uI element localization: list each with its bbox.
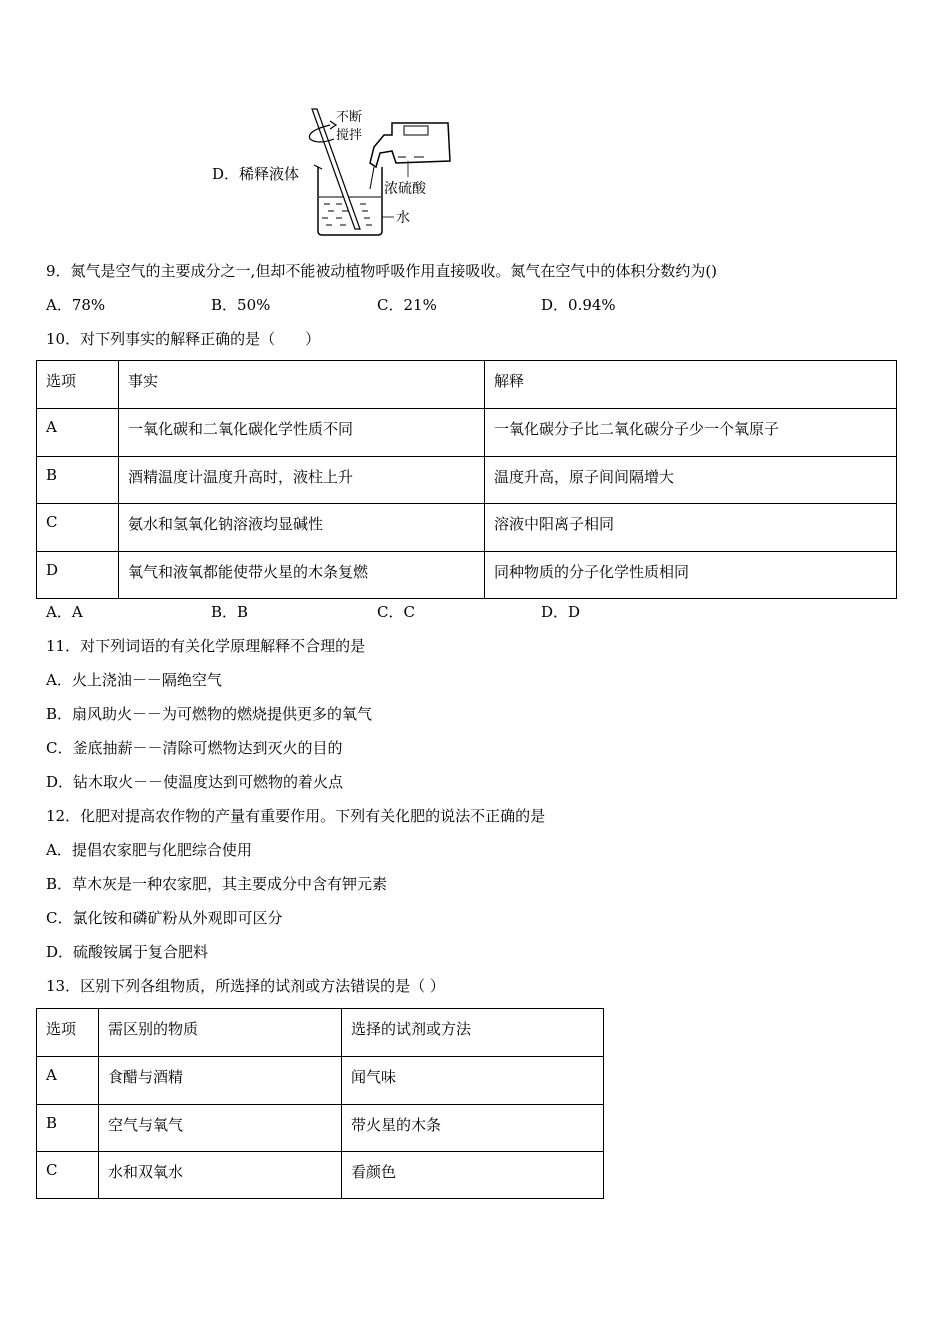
table-cell: 温度升高，原子间间隔增大 <box>485 457 897 504</box>
label-stir-2: 搅拌 <box>336 128 363 143</box>
header-cell: 事实 <box>119 361 485 409</box>
q9-option-b[interactable]: B．50% <box>211 296 271 314</box>
table-cell: 一氧化碳分子比二氧化碳分子少一个氧原子 <box>485 409 897 457</box>
table-cell: A <box>37 409 119 457</box>
table-cell: B <box>37 457 119 504</box>
table-row <box>37 1057 604 1105</box>
q10-table <box>36 360 897 599</box>
table-cell: 氧气和液氧都能使带火星的木条复燃 <box>119 552 485 599</box>
header-cell: 解释 <box>485 361 897 409</box>
table-row <box>37 504 897 552</box>
q11-stem: 11．对下列词语的有关化学原理解释不合理的是 <box>46 637 366 655</box>
q13-table <box>36 1008 604 1199</box>
header-cell: 需区别的物质 <box>99 1009 342 1057</box>
q12-option-a[interactable]: A．提倡农家肥与化肥综合使用 <box>46 841 252 859</box>
table-cell: 看颜色 <box>342 1152 604 1199</box>
q12-stem: 12．化肥对提高农作物的产量有重要作用。下列有关化肥的说法不正确的是 <box>46 807 546 825</box>
label-stir-1: 不断 <box>336 110 363 125</box>
header-cell: 选项 <box>37 1009 99 1057</box>
table-cell: 食醋与酒精 <box>99 1057 342 1105</box>
label-acid: 浓硫酸 <box>384 181 426 197</box>
q10-option-a[interactable]: A．A <box>46 603 83 621</box>
q12-option-b[interactable]: B．草木灰是一种农家肥，其主要成分中含有钾元素 <box>46 875 388 893</box>
q9-option-a[interactable]: A．78% <box>46 296 106 314</box>
table-cell: C <box>37 504 119 552</box>
q10-option-b[interactable]: B．B <box>211 603 249 621</box>
q10-stem: 10．对下列事实的解释正确的是（ ） <box>46 330 321 348</box>
q12-option-d[interactable]: D．硫酸铵属于复合肥料 <box>46 943 209 961</box>
q10-option-c[interactable]: C．C <box>377 603 415 621</box>
table-row <box>37 1105 604 1152</box>
q11-option-a[interactable]: A．火上浇油－－隔绝空气 <box>46 671 222 689</box>
q11-option-b[interactable]: B．扇风助火－－为可燃物的燃烧提供更多的氧气 <box>46 705 373 723</box>
table-cell: 氨水和氢氧化钠溶液均显碱性 <box>119 504 485 552</box>
table-cell: 空气与氧气 <box>99 1105 342 1152</box>
table-cell: 酒精温度计温度升高时，液柱上升 <box>119 457 485 504</box>
q9-option-d[interactable]: D．0.94% <box>541 296 616 314</box>
table-cell: 同种物质的分子化学性质相同 <box>485 552 897 599</box>
table-cell: 一氧化碳和二氧化碳化学性质不同 <box>119 409 485 457</box>
table-cell: 闻气味 <box>342 1057 604 1105</box>
table-cell: B <box>37 1105 99 1152</box>
table-header-row <box>37 361 897 409</box>
q10-option-d[interactable]: D．D <box>541 603 581 621</box>
table-header-row <box>37 1009 604 1057</box>
table-row <box>37 552 897 599</box>
table-cell: A <box>37 1057 99 1105</box>
label-water: 水 <box>396 210 410 226</box>
q8-option-d[interactable]: D．稀释液体 <box>212 165 300 183</box>
header-cell: 选择的试剂或方法 <box>342 1009 604 1057</box>
q11-option-d[interactable]: D．钻木取火－－使温度达到可燃物的着火点 <box>46 773 344 791</box>
table-row <box>37 457 897 504</box>
header-cell: 选项 <box>37 361 119 409</box>
table-cell: 水和双氧水 <box>99 1152 342 1199</box>
q11-option-c[interactable]: C．釜底抽薪－－清除可燃物达到灭火的目的 <box>46 739 343 757</box>
table-cell: C <box>37 1152 99 1199</box>
q9-stem: 9．氮气是空气的主要成分之一,但却不能被动植物呼吸作用直接吸收。氮气在空气中的体积分数约为() <box>46 262 718 280</box>
table-cell: D <box>37 552 119 599</box>
table-cell: 溶液中阳离子相同 <box>485 504 897 552</box>
q9-option-c[interactable]: C．21% <box>377 296 437 314</box>
q13-stem: 13．区别下列各组物质，所选择的试剂或方法错误的是（ ） <box>46 977 445 995</box>
table-row <box>37 409 897 457</box>
table-row <box>37 1152 604 1199</box>
table-cell: 带火星的木条 <box>342 1105 604 1152</box>
q12-option-c[interactable]: C．氯化铵和磷矿粉从外观即可区分 <box>46 909 283 927</box>
glass-rod-icon <box>312 109 363 229</box>
dilution-diagram <box>300 105 460 240</box>
